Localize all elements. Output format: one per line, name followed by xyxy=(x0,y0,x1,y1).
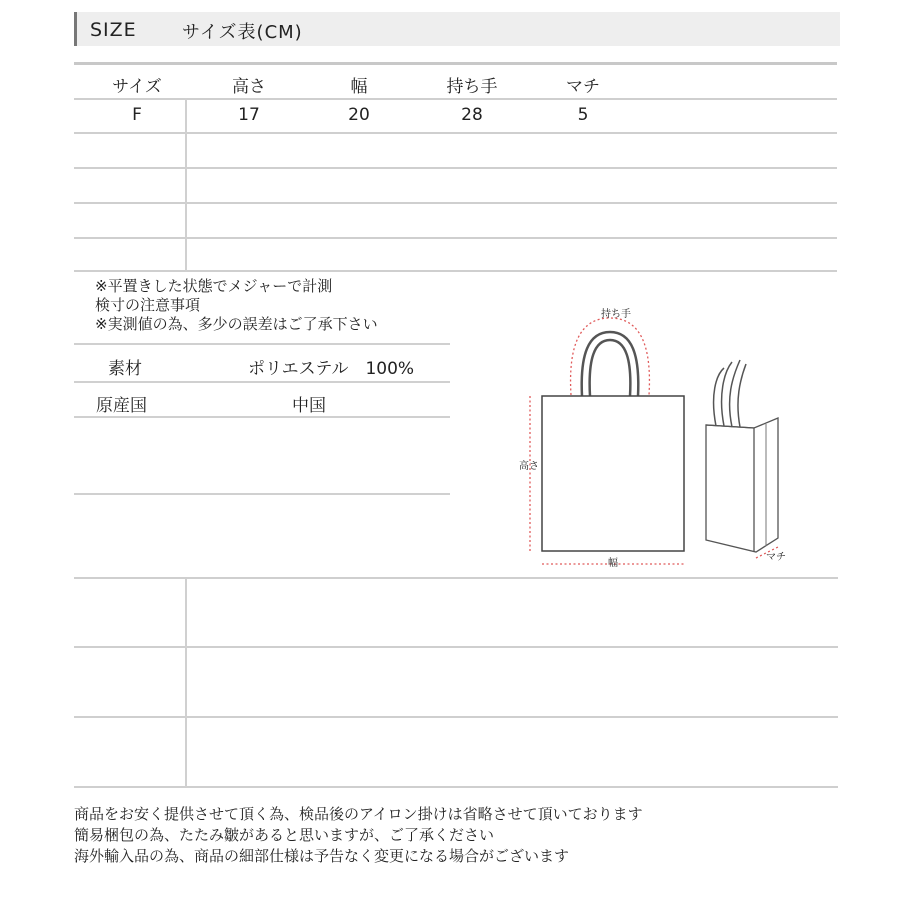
bag-diagram xyxy=(510,300,800,570)
diagram-label-gusset: マチ xyxy=(766,552,786,563)
measurement-notes xyxy=(95,277,378,334)
origin-value: 中国 xyxy=(292,396,326,416)
header-title-en: SIZE xyxy=(90,19,137,41)
material-divider xyxy=(74,343,450,345)
blank-table-divider xyxy=(74,786,838,788)
table-divider xyxy=(74,270,837,272)
column-header-width: 幅 xyxy=(350,77,368,97)
material-divider xyxy=(74,416,450,418)
cell-handle: 28 xyxy=(461,105,483,125)
bag-handle xyxy=(590,340,631,396)
material-divider xyxy=(74,381,450,383)
cell-gusset: 5 xyxy=(577,105,589,125)
footer-line: 海外輸入品の為、商品の細部仕様は予告なく変更になる場合がございます xyxy=(74,847,570,865)
bag-side-view xyxy=(706,418,778,552)
note-line: ※実測値の為、多少の誤差はご了承下さい xyxy=(95,315,378,333)
origin-label: 原産国 xyxy=(96,396,147,416)
material-table xyxy=(74,343,450,495)
table-top-border xyxy=(74,62,837,65)
header-title-jp: サイズ表(CM) xyxy=(182,22,303,43)
table-divider xyxy=(74,237,837,239)
material-divider xyxy=(74,493,450,495)
diagram-label-width: 幅 xyxy=(608,558,618,569)
cell-width: 20 xyxy=(348,105,370,125)
size-header xyxy=(74,12,840,46)
note-line: ※平置きした状態でメジャーで計測 xyxy=(95,277,333,295)
diagram-label-handle: 持ち手 xyxy=(601,309,631,320)
size-table xyxy=(74,62,837,272)
cell-size: F xyxy=(132,105,142,125)
table-divider xyxy=(74,98,837,100)
blank-table-divider xyxy=(74,646,838,648)
blank-table-divider xyxy=(74,716,838,718)
diagram-label-height: 高さ xyxy=(519,461,539,472)
bag-body xyxy=(542,396,684,551)
column-header-gusset: マチ xyxy=(566,77,600,97)
blank-table-column-divider xyxy=(185,579,187,787)
table-divider xyxy=(74,202,837,204)
table-divider xyxy=(74,167,837,169)
blank-table-divider xyxy=(74,577,838,579)
material-label: 素材 xyxy=(108,359,142,379)
cell-height: 17 xyxy=(238,105,260,125)
column-header-handle: 持ち手 xyxy=(446,77,498,97)
footer-line: 商品をお安く提供させて頂く為、検品後のアイロン掛けは省略させて頂いております xyxy=(74,805,643,823)
blank-table xyxy=(74,577,838,789)
table-divider xyxy=(74,132,837,134)
table-column-divider xyxy=(185,98,187,272)
footer-notes xyxy=(74,804,643,867)
column-header-height: 高さ xyxy=(232,77,266,97)
column-header-size: サイズ xyxy=(112,77,162,97)
footer-line: 簡易梱包の為、たたみ皺があると思いますが、ご了承ください xyxy=(74,826,495,844)
note-line: 検寸の注意事項 xyxy=(95,296,201,314)
material-value: ポリエステル 100% xyxy=(248,359,415,379)
